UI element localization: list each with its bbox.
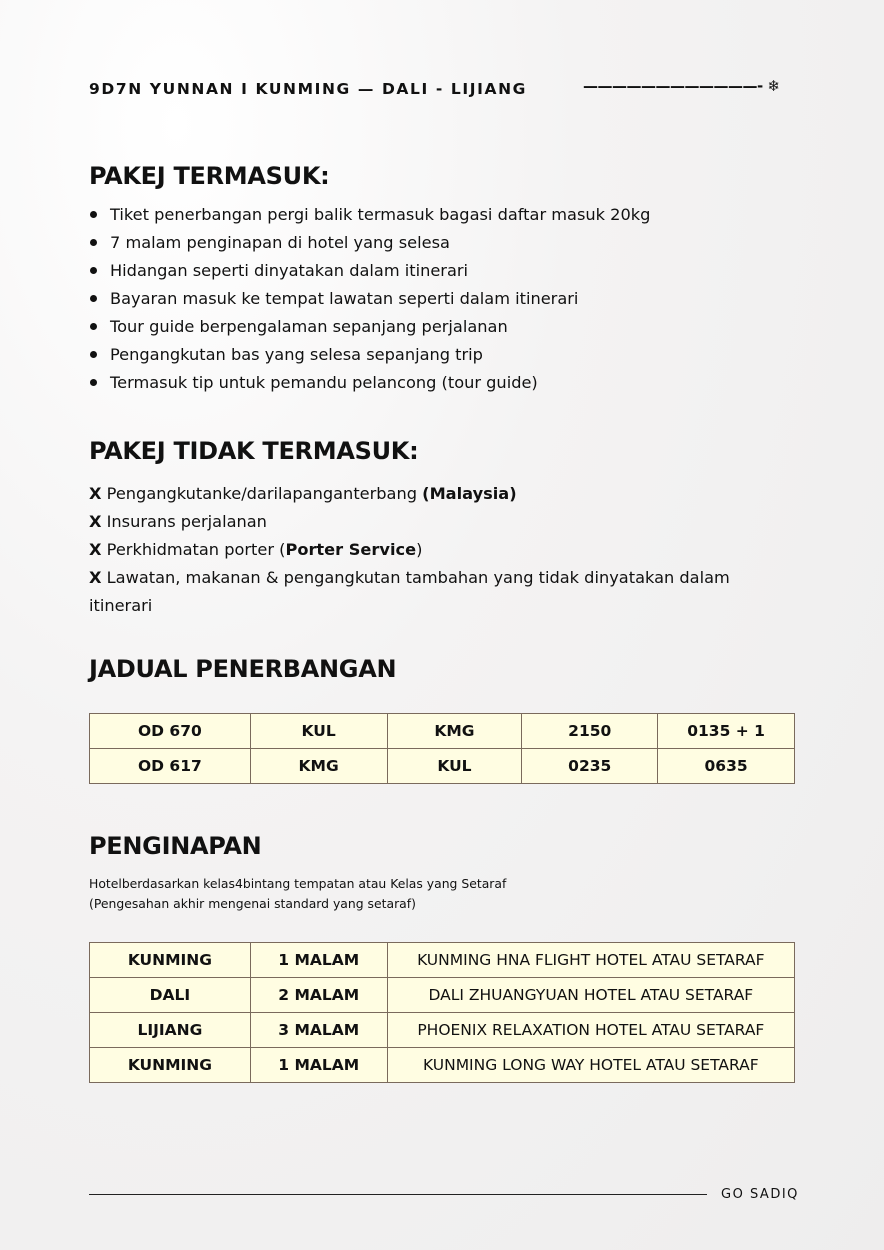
bullet-icon: [90, 267, 97, 274]
origin: KUL: [250, 714, 387, 749]
list-item-text: Tour guide berpengalaman sepanjang perjalanan: [110, 317, 508, 336]
excluded-item: [89, 564, 769, 620]
note-line: (Pengesahan akhir mengenai standard yang setaraf): [89, 896, 416, 911]
city: LIJIANG: [90, 1013, 251, 1048]
departure-time: 0235: [522, 749, 658, 784]
list-item-text: Termasuk tip untuk pemandu pelancong (tour guide): [110, 373, 538, 392]
list-item-text: Tiket penerbangan pergi balik termasuk bagasi daftar masuk 20kg: [110, 205, 651, 224]
table-row: [90, 714, 795, 749]
excluded-item-text: Insurans perjalanan: [106, 512, 267, 531]
excluded-item: [89, 536, 769, 564]
list-item: [89, 342, 650, 370]
accommodation-note: [89, 874, 506, 914]
table-row: [90, 749, 795, 784]
note-line: Hotelberdasarkan kelas4bintang tempatan atau Kelas yang Setaraf: [89, 876, 507, 891]
list-item: [89, 230, 650, 258]
header-title: 9D7N YUNNAN I KUNMING — DALI - LIJIANG: [89, 80, 527, 98]
excluded-item-emphasis: (Malaysia): [422, 484, 517, 503]
header-decoration: ————————————- ❄: [583, 77, 780, 95]
bullet-icon: [90, 239, 97, 246]
x-mark-icon: X: [89, 568, 102, 587]
table-row: [90, 1048, 795, 1083]
x-mark-icon: X: [89, 540, 102, 559]
list-item-text: Pengangkutan bas yang selesa sepanjang trip: [110, 345, 483, 364]
departure-time: 2150: [522, 714, 658, 749]
bullet-icon: [90, 211, 97, 218]
included-list: [89, 202, 650, 398]
bullet-icon: [90, 351, 97, 358]
footer-divider: [89, 1194, 707, 1195]
nights: 1 MALAM: [250, 943, 387, 978]
included-title: PAKEJ TERMASUK:: [89, 162, 330, 190]
destination: KUL: [387, 749, 522, 784]
footer-brand: GO SADIQ: [721, 1187, 799, 1202]
excluded-title: PAKEJ TIDAK TERMASUK:: [89, 437, 419, 465]
excluded-item-text: Pengangkutanke/darilapanganterbang: [106, 484, 418, 503]
bullet-icon: [90, 379, 97, 386]
city: DALI: [90, 978, 251, 1013]
destination: KMG: [387, 714, 522, 749]
excluded-item-text: ): [416, 540, 423, 559]
nights: 2 MALAM: [250, 978, 387, 1013]
city: KUNMING: [90, 1048, 251, 1083]
x-mark-icon: X: [89, 512, 102, 531]
flights-title: JADUAL PENERBANGAN: [89, 655, 397, 683]
flight-table: [89, 713, 795, 784]
list-item: [89, 202, 650, 230]
list-item-text: 7 malam penginapan di hotel yang selesa: [110, 233, 450, 252]
list-item-text: Bayaran masuk ke tempat lawatan seperti dalam itinerari: [110, 289, 579, 308]
table-row: [90, 1013, 795, 1048]
flight-number: OD 670: [90, 714, 251, 749]
table-row: [90, 943, 795, 978]
excluded-item-emphasis: Porter Service: [285, 540, 417, 559]
hotel-name: KUNMING LONG WAY HOTEL ATAU SETARAF: [387, 1048, 794, 1083]
arrival-time: 0635: [658, 749, 795, 784]
list-item: [89, 258, 650, 286]
city: KUNMING: [90, 943, 251, 978]
excluded-item-text: Lawatan, makanan & pengangkutan tambahan yang tidak dinyatakan dalam itinerari: [89, 568, 730, 615]
nights: 1 MALAM: [250, 1048, 387, 1083]
excluded-item: [89, 508, 769, 536]
hotel-name: PHOENIX RELAXATION HOTEL ATAU SETARAF: [387, 1013, 794, 1048]
accommodation-title: PENGINAPAN: [89, 832, 262, 860]
list-item-text: Hidangan seperti dinyatakan dalam itinerari: [110, 261, 469, 280]
excluded-item: [89, 480, 769, 508]
excluded-item-text: Perkhidmatan porter (: [106, 540, 286, 559]
excluded-list: [89, 480, 769, 620]
list-item: [89, 286, 650, 314]
table-row: [90, 978, 795, 1013]
flight-number: OD 617: [90, 749, 251, 784]
bullet-icon: [90, 295, 97, 302]
origin: KMG: [250, 749, 387, 784]
hotel-name: KUNMING HNA FLIGHT HOTEL ATAU SETARAF: [387, 943, 794, 978]
bullet-icon: [90, 323, 97, 330]
list-item: [89, 314, 650, 342]
hotel-table: [89, 942, 795, 1083]
x-mark-icon: X: [89, 484, 102, 503]
hotel-name: DALI ZHUANGYUAN HOTEL ATAU SETARAF: [387, 978, 794, 1013]
list-item: [89, 370, 650, 398]
nights: 3 MALAM: [250, 1013, 387, 1048]
arrival-time: 0135 + 1: [658, 714, 795, 749]
